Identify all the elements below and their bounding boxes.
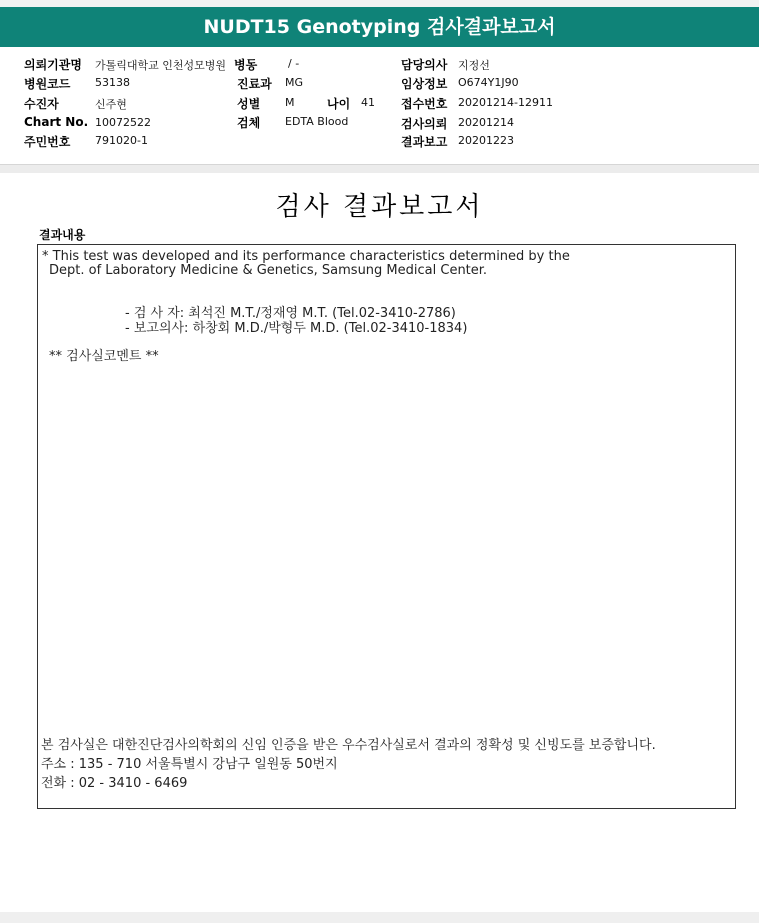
report-title: 검사 결과보고서 (275, 192, 484, 222)
label-accession-no: 접수번호 (401, 97, 448, 111)
label-age: 나이 (327, 97, 351, 111)
label-department: 진료과 (237, 77, 272, 91)
label-patient-name: 수진자 (24, 97, 59, 111)
value-chart-no: 10072522 (95, 116, 151, 129)
value-age: 41 (361, 96, 375, 109)
label-clinical-info: 임상정보 (401, 77, 448, 91)
value-sex: M (285, 96, 295, 109)
label-physician: 담당의사 (401, 58, 448, 72)
value-department: MG (285, 76, 304, 89)
label-report-date: 결과보고 (401, 135, 448, 149)
results-content-box (37, 244, 736, 809)
patient-info-header (0, 47, 759, 164)
value-hospital-code: 53138 (95, 76, 130, 89)
reporter-line: - 보고의사: 하창회 M.D./박형두 M.D. (Tel.02-3410-1834) (125, 321, 468, 336)
label-resident-no: 주민번호 (24, 135, 71, 149)
intro-line-1: * This test was developed and its performance characteristics determined by the (42, 249, 570, 264)
value-clinical-info: O674Y1J90 (458, 76, 519, 89)
value-patient-name: 신주현 (95, 98, 127, 111)
report-banner-title: NUDT15 Genotyping 검사결과보고서 (0, 7, 759, 47)
value-specimen: EDTA Blood (285, 115, 349, 128)
lab-address: 주소 : 135 - 710 서울특별시 강남구 일원동 50번지 (41, 757, 338, 772)
value-physician: 지정선 (458, 59, 490, 72)
label-chart-no: Chart No. (24, 115, 89, 129)
value-resident-no: 791020-1 (95, 134, 148, 147)
value-report-date: 20201223 (458, 134, 514, 147)
label-sex: 성별 (237, 97, 261, 111)
value-accession-no: 20201214-12911 (458, 96, 553, 109)
results-section-label: 결과내용 (39, 228, 86, 242)
value-ward: / - (288, 57, 300, 70)
label-ward: 병동 (234, 58, 258, 72)
value-requesting-institution: 가톨릭대학교 인천성모병원 (95, 59, 227, 72)
tester-line: - 검 사 자: 최석진 M.T./정재영 M.T. (Tel.02-3410-2786) (125, 306, 456, 321)
value-request-date: 20201214 (458, 116, 514, 129)
bottom-strip (0, 912, 759, 923)
lab-phone: 전화 : 02 - 3410 - 6469 (41, 776, 188, 791)
section-divider (0, 164, 759, 173)
intro-line-2: Dept. of Laboratory Medicine & Genetics, Samsung Medical Center. (49, 263, 488, 278)
label-hospital-code: 병원코드 (24, 77, 71, 91)
label-request-date: 검사의뢰 (401, 117, 448, 131)
label-specimen: 검체 (237, 116, 261, 130)
label-requesting-institution: 의뢰기관명 (24, 58, 82, 72)
lab-comment-heading: ** 검사실코멘트 ** (49, 349, 159, 364)
top-strip (0, 0, 759, 7)
certification-statement: 본 검사실은 대한진단검사의학회의 신임 인증을 받은 우수검사실로서 결과의 정확성 및 신빙도를 보증합니다. (41, 738, 656, 753)
